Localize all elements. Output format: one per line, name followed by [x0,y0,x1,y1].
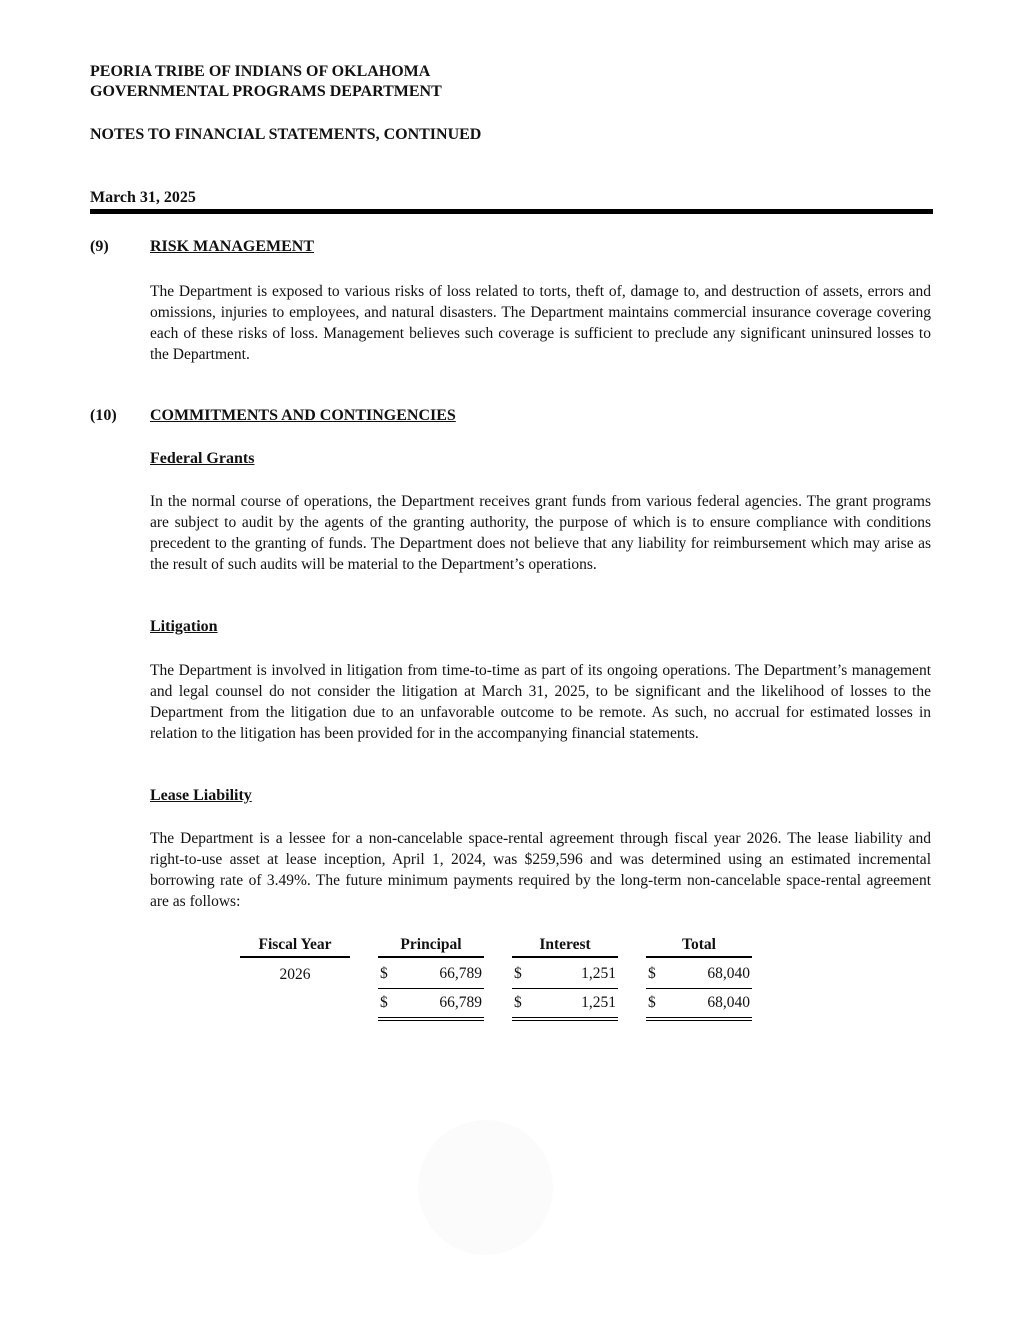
table-header-row [240,936,752,960]
risk-management-paragraph: The Department is exposed to various risks of loss related to torts, theft of, damage to, and destruction of assets, errors and omissions, injuries to employees, and natural disasters. The Department maintains commercial insurance coverage covering each of these risks of loss. Management believes such coverage is sufficient to preclude any significant uninsured losses to the Department. [150,283,931,363]
header-rule [90,209,933,214]
currency-symbol: $ [378,960,400,989]
document-title: NOTES TO FINANCIAL STATEMENTS, CONTINUED [90,126,482,143]
currency-symbol: $ [378,989,400,1021]
total-total: 68,040 [668,989,752,1021]
lease-payments-table [240,936,752,1021]
section-9-number: (9) [90,238,109,255]
department-name: GOVERNMENTAL PROGRAMS DEPARTMENT [90,83,442,100]
header-principal: Principal [378,936,484,960]
section-10-number: (10) [90,407,117,424]
section-10-title: COMMITMENTS AND CONTINGENCIES [150,407,456,424]
statement-date: March 31, 2025 [90,189,196,206]
total-interest: 1,251 [534,989,618,1021]
litigation-paragraph: The Department is involved in litigation from time-to-time as part of its ongoing operations. The Department’s management and legal counsel do not consider the litigation at March 31, 2025, to be significant and the likelihood of losses to the Department from the litigation due to an unfavorable outcome to be remote. As such, no accrual for estimated losses in relation to the litigation has been provided for in the accompanying financial statements. [150,662,931,742]
lease-liability-paragraph: The Department is a lessee for a non-cancelable space-rental agreement through fiscal year 2026. The lease liability and right-to-use asset at lease inception, April 1, 2024, was $259,596 and was determined using an estimated incremental borrowing rate of 3.49%. The future minimum payments required by the long-term non-cancelable space-rental agreement are as follows: [150,830,931,910]
header-total: Total [646,936,752,960]
currency-symbol: $ [646,989,668,1021]
row-year: 2026 [279,965,311,983]
table-row [240,960,752,989]
federal-grants-heading: Federal Grants [150,450,255,467]
faint-seal-watermark [418,1120,553,1255]
row-interest: 1,251 [534,960,618,989]
currency-symbol: $ [512,989,534,1021]
currency-symbol: $ [512,960,534,989]
currency-symbol: $ [646,960,668,989]
header-fiscal-year: Fiscal Year [240,936,350,960]
litigation-heading: Litigation [150,618,218,635]
row-principal: 66,789 [400,960,484,989]
header-interest: Interest [512,936,618,960]
row-total: 68,040 [668,960,752,989]
table-total-row [240,989,752,1021]
total-principal: 66,789 [400,989,484,1021]
org-name: PEORIA TRIBE OF INDIANS OF OKLAHOMA [90,63,431,80]
federal-grants-paragraph: In the normal course of operations, the Department receives grant funds from various federal agencies. The grant programs are subject to audit by the agents of the granting authority, the purpose of which is to ensure compliance with conditions precedent to the granting of funds. The Department does not believe that any liability for reimbursement which may arise as the result of such audits will be material to the Department’s operations. [150,493,931,573]
lease-liability-heading: Lease Liability [150,787,252,804]
section-9-title: RISK MANAGEMENT [150,238,315,255]
